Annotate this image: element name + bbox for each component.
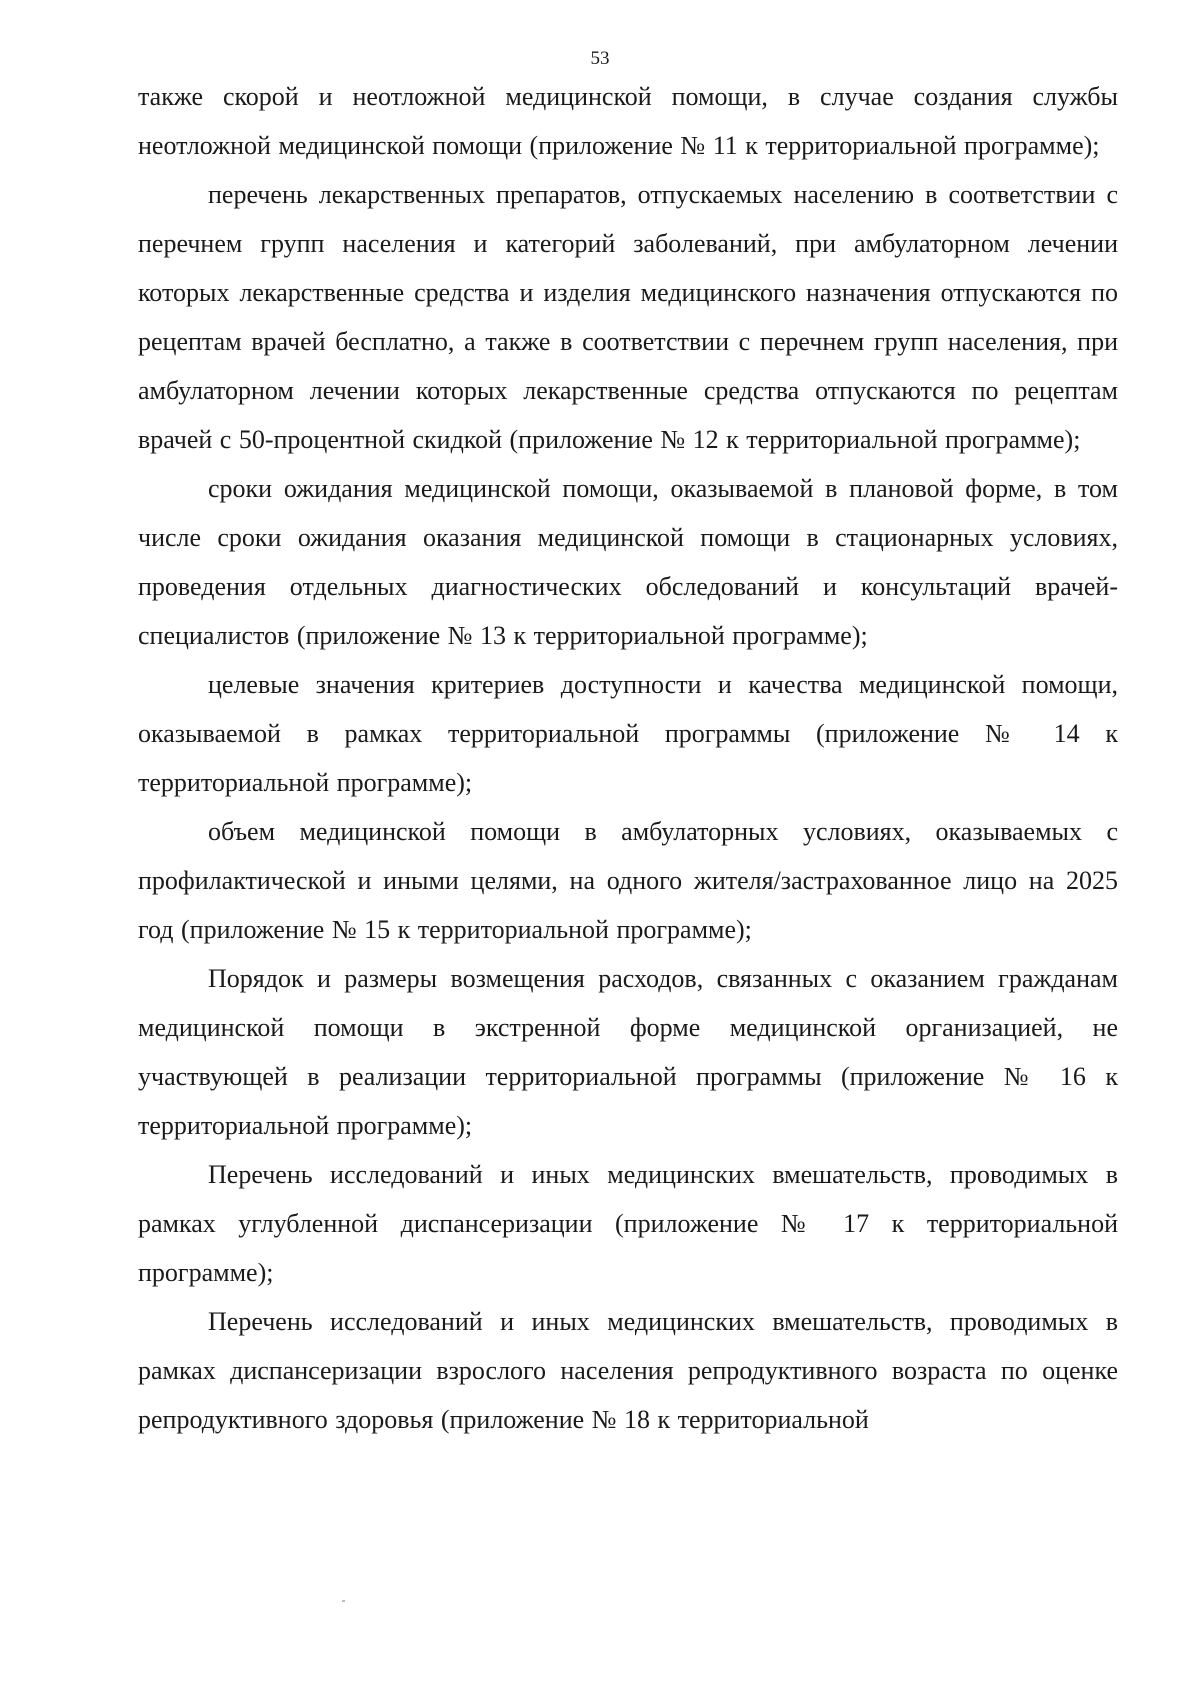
paragraph-target-values: целевые значения критериев доступности и качества медицинской помощи, оказываемой в рамках территориальной программы (приложение № 14 к территориальной программе); [138,670,1118,797]
paragraph-reimbursement-procedure: Порядок и размеры возмещения расходов, связанных с оказанием гражданам медицинской помощи в экстренной форме медицинской организацией, не участвующей в реализации территориальной программы (приложение № 16 к территориальной программе); [138,964,1118,1140]
paragraph-continuation: также скорой и неотложной медицинской помощи, в случае создания службы неотложной медицинской помощи (приложение № 11 к территориальной программе); [138,82,1118,160]
page-number: 53 [590,48,610,69]
document-body [138,72,1118,1444]
paragraph-in-depth-screening: Перечень исследований и иных медицинских вмешательств, проводимых в рамках углубленной диспансеризации (приложение № 17 к территориальной программе); [138,1160,1118,1287]
paragraph-reproductive-screening: Перечень исследований и иных медицинских вмешательств, проводимых в рамках диспансеризации взрослого населения репродуктивного возраста по оценке репродуктивного здоровья (приложение № 18 к территориальной [138,1307,1118,1434]
paragraph-medicines-list: перечень лекарственных препаратов, отпускаемых населению в соответствии с перечнем групп населения и категорий заболеваний, при амбулаторном лечении которых лекарственные средства и изделия медицинского назначения отпускаются по рецептам врачей бесплатно, а также в соответствии с перечнем групп населения, при амбулаторном лечении которых лекарственные средства отпускаются по рецептам врачей с 50-процентной скидкой (приложение № 12 к территориальной программе); [138,180,1118,454]
paragraph-waiting-times: сроки ожидания медицинской помощи, оказываемой в плановой форме, в том числе сроки ожидания оказания медицинской помощи в стационарных условиях, проведения отдельных диагностических обследований и консультаций врачей-специалистов (приложение № 13 к территориальной программе); [138,474,1118,650]
paragraph-outpatient-volume: объем медицинской помощи в амбулаторных условиях, оказываемых с профилактической и иными целями, на одного жителя/застрахованное лицо на 2025 год (приложение № 15 к территориальной программе); [138,817,1118,944]
scan-artifact [342,1600,345,1602]
